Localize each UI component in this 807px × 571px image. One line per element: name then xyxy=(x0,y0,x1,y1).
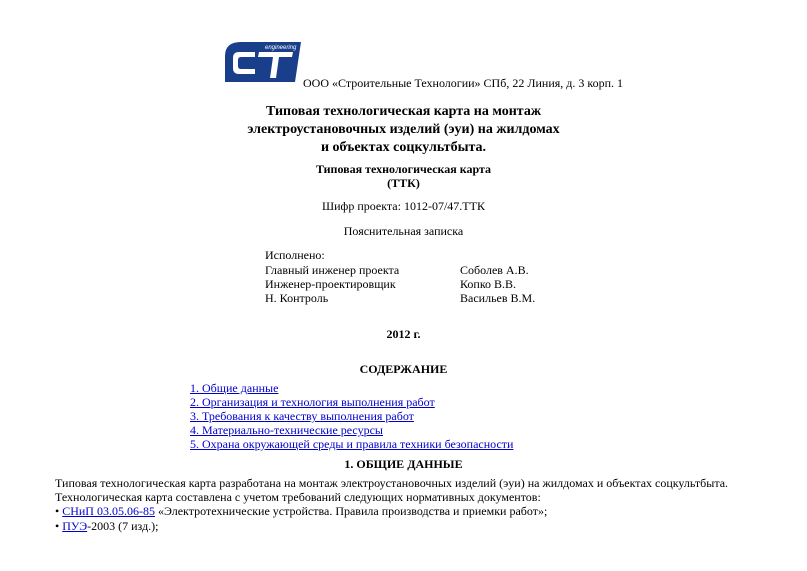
toc-title: СОДЕРЖАНИЕ xyxy=(359,362,448,376)
logo-icon xyxy=(221,38,303,88)
toc-item[interactable] xyxy=(190,423,383,438)
paragraph: Типовая технологическая карта разработана на монтаж электроустановочных изделий (эуи) на жилдомах и объектах соцкультбыта. xyxy=(55,476,729,490)
toc-link[interactable]: 2. Организация и технология выполнения работ xyxy=(190,395,435,409)
toc-item[interactable] xyxy=(190,381,278,396)
logo-text: engineering xyxy=(265,45,297,51)
toc-link[interactable]: 3. Требования к качеству выполнения работ xyxy=(190,409,414,423)
title-line-3: и объектах соцкультбыта. xyxy=(320,140,487,155)
toc-link[interactable]: 1. Общие данные xyxy=(190,381,279,395)
toc-item[interactable] xyxy=(190,409,414,424)
explanatory-note: Пояснительная записка xyxy=(343,224,464,238)
document-title xyxy=(0,103,807,157)
signature-role: Главный инженер проекта xyxy=(265,263,400,277)
bullet-text: -2003 (7 изд.); xyxy=(87,519,159,533)
bullet-text: «Электротехнические устройства. Правила производства и приемки работ»; xyxy=(154,504,548,518)
signature-name: Соболев А.В. xyxy=(460,263,529,277)
norm-link[interactable]: СНиП 03.05.06-85 xyxy=(62,504,155,518)
toc-link[interactable]: 5. Охрана окружающей среды и правила техники безопасности xyxy=(190,437,514,451)
signature-name: Васильев В.М. xyxy=(460,291,536,305)
subtitle-line-2: (ТТК) xyxy=(387,176,420,190)
project-cipher: Шифр проекта: 1012-07/47.ТТК xyxy=(322,199,485,213)
title-line-1: Типовая технологическая карта на монтаж xyxy=(266,104,541,119)
subtitle-line-1: Типовая технологическая карта xyxy=(315,162,492,176)
company-address: ООО «Строительные Технологии» СПб, 22 Линия, д. 3 корп. 1 xyxy=(303,76,624,90)
signature-name: Копко В.В. xyxy=(460,277,517,291)
paragraph: Технологическая карта составлена с учетом требований следующих нормативных документов: xyxy=(55,490,541,504)
toc-item[interactable] xyxy=(190,395,435,410)
signature-role: Н. Контроль xyxy=(265,291,329,305)
section-heading: 1. ОБЩИЕ ДАННЫЕ xyxy=(344,457,463,471)
signatures-heading: Исполнено: xyxy=(265,248,325,262)
signature-role: Инженер-проектировщик xyxy=(265,277,396,291)
bullet-item xyxy=(55,519,159,534)
bullet-icon: • xyxy=(55,519,60,533)
toc-item[interactable] xyxy=(190,437,513,452)
company-logo xyxy=(221,38,303,88)
norm-link[interactable]: ПУЭ xyxy=(62,519,88,533)
title-line-2: электроустановочных изделий (эуи) на жилдомах xyxy=(247,122,560,137)
document-year: 2012 г. xyxy=(386,327,421,341)
toc-link[interactable]: 4. Материально-технические ресурсы xyxy=(190,423,383,437)
document-subtitle xyxy=(0,162,807,190)
bullet-icon: • xyxy=(55,504,60,518)
bullet-item xyxy=(55,504,547,519)
